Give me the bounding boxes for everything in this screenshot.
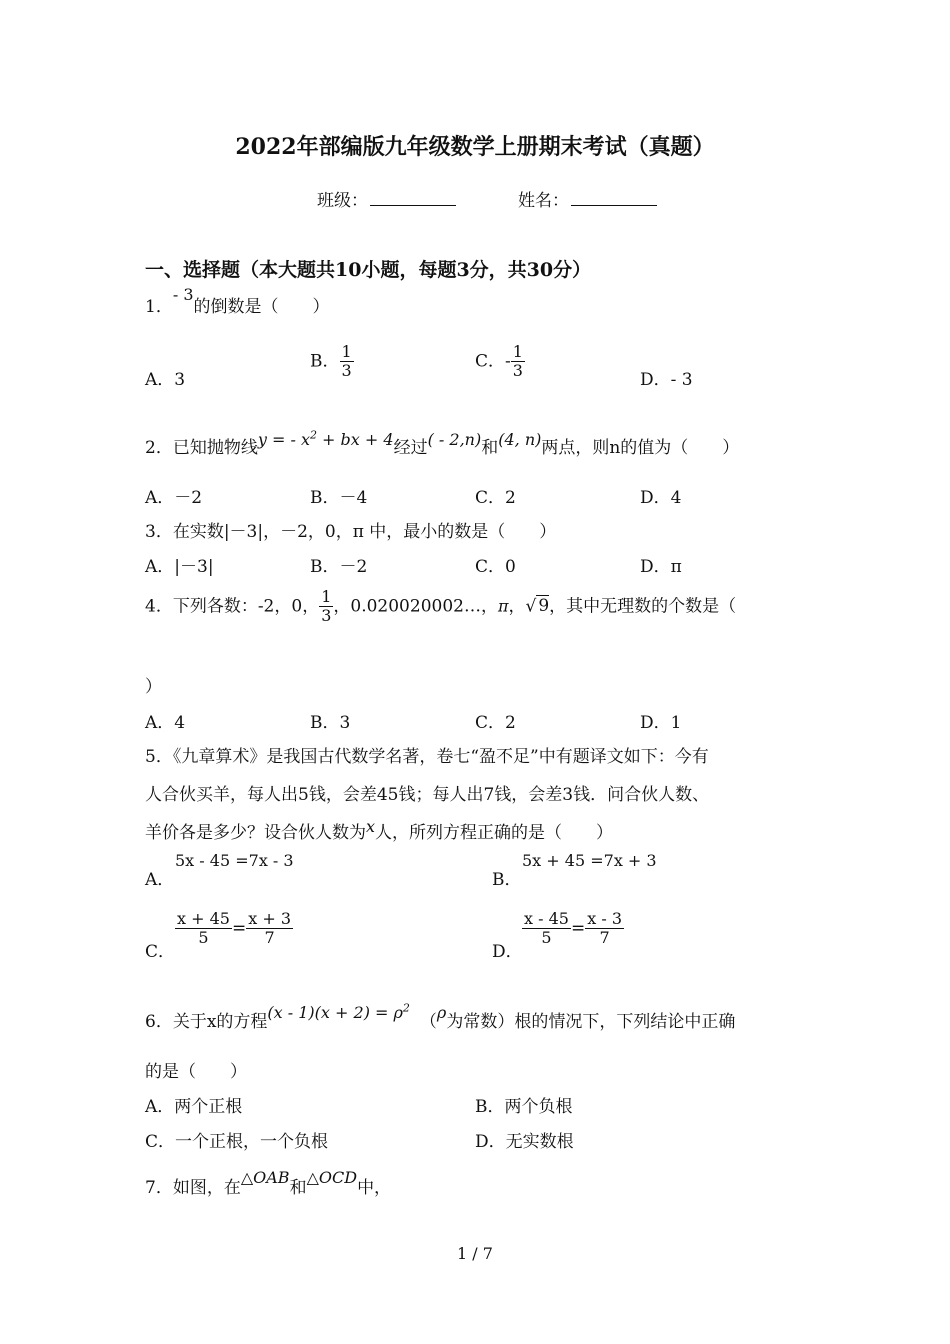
q2-option-a: A．－2	[145, 488, 203, 508]
class-field	[317, 186, 456, 211]
q4-sep: ，	[508, 596, 526, 617]
q1-c-sign: -	[505, 351, 511, 372]
q3-option-c: C．0	[475, 557, 516, 577]
q5-c-den-2: 7	[264, 928, 275, 948]
name-label: 姓名：	[518, 191, 569, 211]
q4-pi: π	[497, 596, 509, 616]
q6-eq-main: (x - 1)(x + 2) = ρ	[267, 1003, 403, 1022]
question-2	[145, 428, 740, 458]
q1-b-num: 1	[341, 342, 352, 361]
q4-option-b: B．3	[310, 713, 351, 733]
q4-option-a: A．4	[145, 713, 186, 733]
name-blank	[571, 191, 657, 206]
q6-post: 为常数）根的情况下，下列结论中正确	[446, 1012, 736, 1032]
question-6	[145, 1001, 736, 1032]
q5-line3-pre: 羊价各是多少？设合伙人数为	[145, 823, 366, 843]
q5-line-2: 人合伙买羊，每人出5钱，会差45钱；每人出7钱，会差3钱．问合伙人数、	[145, 785, 710, 805]
q1-c-den: 3	[512, 361, 523, 381]
class-label: 班级：	[317, 191, 368, 211]
section-heading: 一、选择题（本大题共10小题，每题3分，共30分）	[145, 259, 592, 281]
q2-eq-main: y = - x	[257, 430, 310, 449]
q2-eq-exp: 2	[309, 428, 317, 442]
q2-lead: 2．已知抛物线	[145, 438, 258, 458]
q5-line3-post: 人，所列方程正确的是（ ）	[375, 823, 614, 843]
q7-triangle-1: △OAB	[240, 1168, 290, 1187]
q4-fraction	[319, 588, 333, 626]
q4-frac-num: 1	[321, 587, 332, 606]
q5-c-equals: =	[231, 918, 247, 939]
q2-and: 和	[481, 438, 499, 458]
q2-equation	[258, 430, 394, 449]
q1-expression: - 3	[172, 285, 194, 304]
q7-pre: 7．如图，在	[145, 1178, 241, 1198]
q6-option-b: B．两个负根	[475, 1097, 573, 1117]
q6-eq-exp: 2	[402, 1001, 410, 1015]
q3-option-d: D．π	[640, 557, 682, 577]
q4-option-d: D．1	[640, 713, 682, 733]
question-4	[145, 588, 736, 626]
q6-pre: 6．关于x的方程	[145, 1012, 268, 1032]
q5-line-3	[145, 818, 613, 843]
q5-option-a-label: A．	[145, 870, 175, 890]
q5-option-b-equation: 5x + 45 =7x + 3	[522, 851, 657, 870]
q2-option-c: C．2	[475, 488, 516, 508]
q6-option-a: A．两个正根	[145, 1097, 243, 1117]
q1-c-num: 1	[512, 342, 523, 361]
q5-d-den-1: 5	[541, 928, 552, 948]
q2-mid: 经过	[393, 438, 428, 458]
q7-post: 中，	[357, 1178, 392, 1198]
q4-frac-den: 3	[321, 606, 332, 626]
q6-paren-open: （	[419, 1012, 437, 1032]
q4-pre: 4．下列各数：-2，0，	[145, 596, 320, 617]
q6-option-d: D．无实数根	[475, 1132, 574, 1152]
q6-option-c: C．一个正根，一个负根	[145, 1132, 329, 1152]
q5-d-num-1: x - 45	[524, 909, 569, 928]
q1-number: 1．	[145, 297, 173, 317]
q4-tail: ，其中无理数的个数是（	[549, 596, 737, 617]
question-1	[145, 285, 330, 317]
q5-line-1: 5．《九章算术》是我国古代数学名著，卷七“盈不足”中有题译文如下：今有	[145, 747, 709, 767]
q1-b-label: B．	[310, 351, 340, 372]
q1-option-a: A．3	[145, 370, 186, 390]
q7-and: 和	[289, 1178, 307, 1198]
q2-point-1: ( - 2,n)	[427, 430, 482, 449]
q5-option-a-equation: 5x - 45 =7x - 3	[175, 851, 294, 870]
q6-equation	[267, 1003, 410, 1022]
q5-d-equals: =	[570, 918, 586, 939]
q3-option-a: A．|－3|	[145, 557, 214, 577]
q4-close: ）	[145, 677, 162, 697]
q5-d-frac-1	[522, 910, 571, 948]
q2-point-2: (4, n)	[498, 430, 542, 449]
q1-text: 的倒数是（ ）	[193, 297, 330, 317]
q2-option-b: B．－4	[310, 488, 368, 508]
q6-rho: ρ	[436, 1003, 447, 1022]
q1-option-b	[310, 343, 354, 381]
q2-tail: 两点，则n的值为（ ）	[541, 438, 740, 458]
q5-option-c-label: C．	[145, 942, 176, 962]
q1-c-label: C．	[475, 351, 506, 372]
page-title: 2022年部编版九年级数学上册期末考试（真题）	[235, 134, 715, 160]
q2-eq-rest: + bx + 4	[316, 430, 394, 449]
q1-b-den: 3	[341, 361, 352, 381]
q7-triangle-2: △OCD	[306, 1168, 358, 1187]
q5-c-num-1: x + 45	[177, 909, 230, 928]
q6-line-2: 的是（ ）	[145, 1062, 247, 1082]
q5-d-frac-2	[585, 910, 624, 948]
q5-variable: x	[366, 817, 376, 836]
q5-option-d-label: D．	[492, 942, 523, 962]
question-3: 3．在实数|－3|，－2，0，π 中，最小的数是（ ）	[145, 522, 557, 542]
q5-d-den-2: 7	[599, 928, 610, 948]
q5-c-frac-2	[246, 910, 293, 948]
q4-sqrt-value: 9	[538, 596, 550, 617]
q5-c-den-1: 5	[198, 928, 209, 948]
q5-option-d-equation	[522, 910, 624, 948]
q1-option-c	[475, 343, 525, 381]
q5-c-num-2: x + 3	[248, 909, 291, 928]
sqrt-icon: √	[525, 596, 537, 617]
q1-option-d: D．- 3	[640, 370, 693, 390]
q1-b-fraction	[340, 343, 354, 381]
q1-c-fraction	[511, 343, 525, 381]
name-field	[518, 186, 657, 211]
page-number: 1 / 7	[457, 1244, 493, 1263]
q5-option-b-label: B．	[492, 870, 522, 890]
q4-mid: ，0.020020002…，	[333, 596, 498, 617]
q5-d-num-2: x - 3	[587, 909, 622, 928]
q3-option-b: B．－2	[310, 557, 368, 577]
class-blank	[370, 191, 456, 206]
q5-option-c-equation	[175, 910, 293, 948]
q2-option-d: D．4	[640, 488, 682, 508]
q4-option-c: C．2	[475, 713, 516, 733]
q5-c-frac-1	[175, 910, 232, 948]
question-7	[145, 1168, 392, 1198]
